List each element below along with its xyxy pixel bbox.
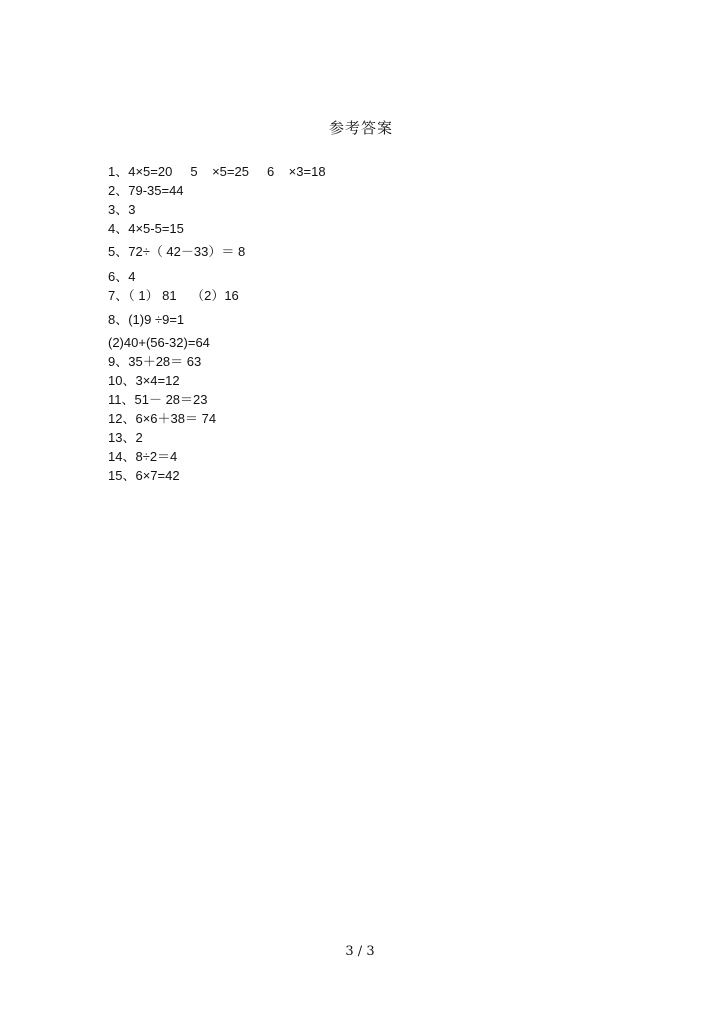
answer-line-2: 2、79-35=44 (108, 183, 184, 198)
answer-line-6: 6、4 (108, 269, 136, 284)
answer-line-15: 15、6×7=42 (108, 468, 180, 483)
answer-line-3: 3、3 (108, 202, 136, 217)
answer-line-13: 13、2 (108, 430, 143, 445)
answer-line-1: 1、4×5=20 5 ×5=25 6 ×3=18 (108, 164, 326, 179)
page-title: 参考答案 (328, 119, 393, 137)
answer-line-9: 9、35＋28＝ 63 (108, 354, 202, 369)
answer-line-7: 7、（ 1） 81 （2）16 (108, 288, 239, 303)
answer-line-12: 12、6×6＋38＝ 74 (108, 411, 217, 426)
page-number: 3 / 3 (345, 944, 375, 959)
answer-line-14: 14、8÷2＝4 (108, 449, 178, 464)
answer-line-4: 4、4×5-5=15 (108, 221, 184, 236)
answer-line-11: 11、51－ 28＝23 (108, 392, 208, 407)
answer-line-8b: (2)40+(56-32)=64 (108, 335, 210, 350)
answer-line-10: 10、3×4=12 (108, 373, 180, 388)
answer-line-8: 8、(1)9 ÷9=1 (108, 312, 185, 327)
answer-line-5: 5、72÷（ 42－33）＝ 8 (108, 244, 246, 259)
